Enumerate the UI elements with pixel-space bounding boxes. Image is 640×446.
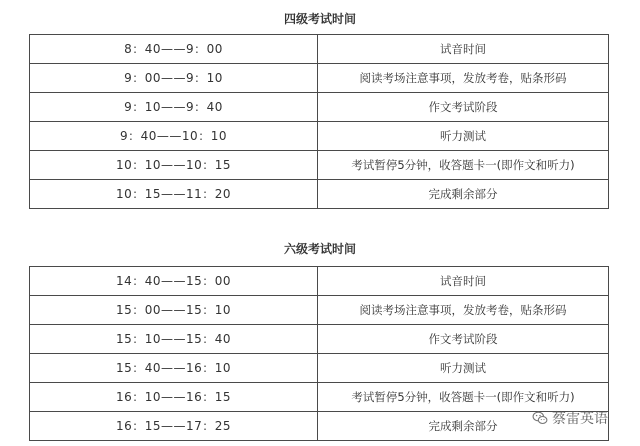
time-cell: 15：00——15：10 (30, 296, 318, 325)
activity-cell: 听力测试 (318, 354, 609, 383)
table-row (30, 93, 609, 122)
time-cell: 14：40——15：00 (30, 267, 318, 296)
time-cell: 9：10——9：40 (30, 93, 318, 122)
activity-cell: 作文考试阶段 (318, 93, 609, 122)
time-cell: 15：40——16：10 (30, 354, 318, 383)
wechat-icon (532, 410, 548, 426)
activity-cell: 考试暂停5分钟，收答题卡一(即作文和听力) (318, 383, 609, 412)
time-cell: 10：15——11：20 (30, 180, 318, 209)
table-row (30, 35, 609, 64)
cet4-schedule-table (29, 34, 609, 209)
table-row (30, 151, 609, 180)
table-row (30, 296, 609, 325)
activity-cell: 作文考试阶段 (318, 325, 609, 354)
table-row (30, 412, 609, 441)
table-row (30, 383, 609, 412)
activity-cell: 试音时间 (318, 267, 609, 296)
watermark (532, 408, 608, 428)
time-cell: 16：15——17：25 (30, 412, 318, 441)
activity-cell: 阅读考场注意事项，发放考卷，贴条形码 (318, 64, 609, 93)
table-row (30, 354, 609, 383)
cet4-schedule-title: 四级考试时间 (283, 12, 356, 26)
activity-cell: 完成剩余部分 (318, 412, 609, 441)
activity-cell: 阅读考场注意事项，发放考卷，贴条形码 (318, 296, 609, 325)
watermark-text: 蔡雷英语 (552, 411, 608, 427)
table-row (30, 122, 609, 151)
table-row (30, 64, 609, 93)
table-row (30, 325, 609, 354)
time-cell: 9：00——9：10 (30, 64, 318, 93)
table-row (30, 180, 609, 209)
time-cell: 8：40——9：00 (30, 35, 318, 64)
activity-cell: 听力测试 (318, 122, 609, 151)
table-row (30, 267, 609, 296)
time-cell: 9：40——10：10 (30, 122, 318, 151)
cet6-schedule-title: 六级考试时间 (283, 242, 356, 256)
time-cell: 15：10——15：40 (30, 325, 318, 354)
activity-cell: 试音时间 (318, 35, 609, 64)
activity-cell: 考试暂停5分钟，收答题卡一(即作文和听力) (318, 151, 609, 180)
time-cell: 10：10——10：15 (30, 151, 318, 180)
activity-cell: 完成剩余部分 (318, 180, 609, 209)
cet6-schedule-table (29, 266, 609, 441)
time-cell: 16：10——16：15 (30, 383, 318, 412)
